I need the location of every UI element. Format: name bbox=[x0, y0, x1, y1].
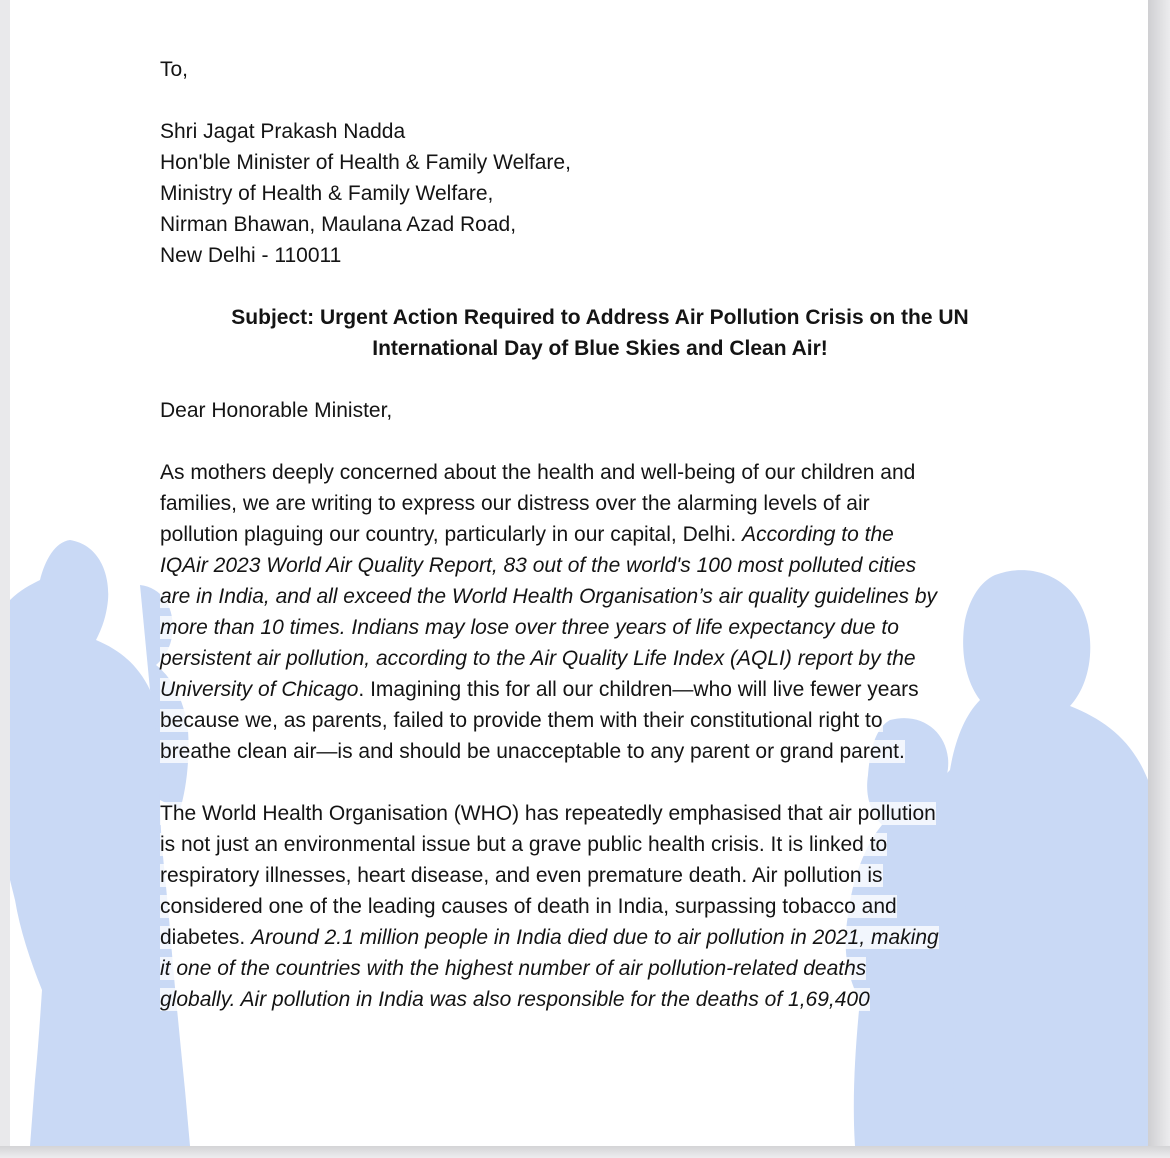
paragraph-line bbox=[160, 736, 1040, 767]
italic-span: University of Chicago bbox=[160, 678, 359, 701]
subject-heading bbox=[160, 302, 1040, 364]
text-span: breathe clean air—is and should be unacceptable to any parent or grand parent. bbox=[160, 740, 905, 763]
paragraph-line bbox=[160, 519, 1040, 550]
text-span: is not just an environmental issue but a grave public health crisis. It is linked to bbox=[160, 833, 888, 856]
italic-span: globally. Air pollution in India was also responsible for the deaths of 1,69,400 bbox=[160, 988, 870, 1011]
text-span: because we, as parents, failed to provide them with their constitutional right to bbox=[160, 709, 883, 732]
paragraph-line bbox=[160, 581, 1040, 612]
italic-span: Around 2.1 million people in India died due to air pollution in 2021, making bbox=[251, 926, 939, 949]
recipient-address bbox=[160, 116, 1040, 271]
text-span: . Imagining this for all our children—who will live fewer years bbox=[358, 678, 919, 701]
paragraph-line bbox=[160, 860, 1040, 891]
italic-span: According to the bbox=[742, 523, 894, 546]
paragraph-2 bbox=[160, 798, 1040, 1015]
italic-span: more than 10 times. Indians may lose over three years of life expectancy due to bbox=[160, 616, 899, 639]
subject-line: Subject: Urgent Action Required to Address Air Pollution Crisis on the UN bbox=[231, 306, 969, 329]
address-line: Nirman Bhawan, Maulana Azad Road, bbox=[160, 213, 517, 236]
greeting: Dear Honorable Minister, bbox=[160, 399, 393, 422]
paragraph-line bbox=[160, 550, 1040, 581]
letter-page bbox=[10, 0, 1148, 1146]
page-bottom-shadow bbox=[0, 1146, 1170, 1158]
paragraph-line bbox=[160, 953, 1040, 984]
paragraph-line bbox=[160, 674, 1040, 705]
paragraph-line bbox=[160, 705, 1040, 736]
paragraph-line: families, we are writing to express our distress over the alarming levels of air bbox=[160, 492, 870, 515]
italic-span: are in India, and all exceed the World Health Organisation’s air quality guidelines by bbox=[160, 585, 938, 608]
text-span: considered one of the leading causes of death in India, surpassing tobacco and bbox=[160, 895, 897, 918]
paragraph-line bbox=[160, 643, 1040, 674]
letter-body bbox=[160, 54, 1040, 1015]
paragraph-line bbox=[160, 798, 1040, 829]
italic-span: IQAir 2023 World Air Quality Report, 83 out of the world's 100 most polluted cities bbox=[160, 554, 917, 577]
subject-line: International Day of Blue Skies and Clean Air! bbox=[372, 337, 828, 360]
paragraph-line bbox=[160, 829, 1040, 860]
address-line: Shri Jagat Prakash Nadda bbox=[160, 120, 406, 143]
paragraph-line: As mothers deeply concerned about the health and well-being of our children and bbox=[160, 461, 916, 484]
address-line: Ministry of Health & Family Welfare, bbox=[160, 182, 494, 205]
italic-span: it one of the countries with the highest number of air pollution-related deaths bbox=[160, 957, 867, 980]
paragraph-line bbox=[160, 922, 1040, 953]
text-span: pollution plaguing our country, particularly in our capital, Delhi. bbox=[160, 523, 743, 546]
address-line: New Delhi - 110011 bbox=[160, 244, 342, 267]
paragraph-line bbox=[160, 891, 1040, 922]
paragraph-line bbox=[160, 984, 1040, 1015]
italic-span: persistent air pollution, according to the Air Quality Life Index (AQLI) report by the bbox=[160, 647, 916, 670]
salutation-to: To, bbox=[160, 58, 189, 81]
text-span: respiratory illnesses, heart disease, and even premature death. Air pollution is bbox=[160, 864, 883, 887]
text-span: diabetes. bbox=[160, 926, 252, 949]
page-edge-shadow bbox=[1148, 0, 1170, 1158]
text-span: The World Health Organisation (WHO) has repeatedly emphasised that air pollution bbox=[160, 802, 936, 825]
paragraph-1 bbox=[160, 457, 1040, 767]
paragraph-line bbox=[160, 612, 1040, 643]
address-line: Hon'ble Minister of Health & Family Welfare, bbox=[160, 151, 571, 174]
